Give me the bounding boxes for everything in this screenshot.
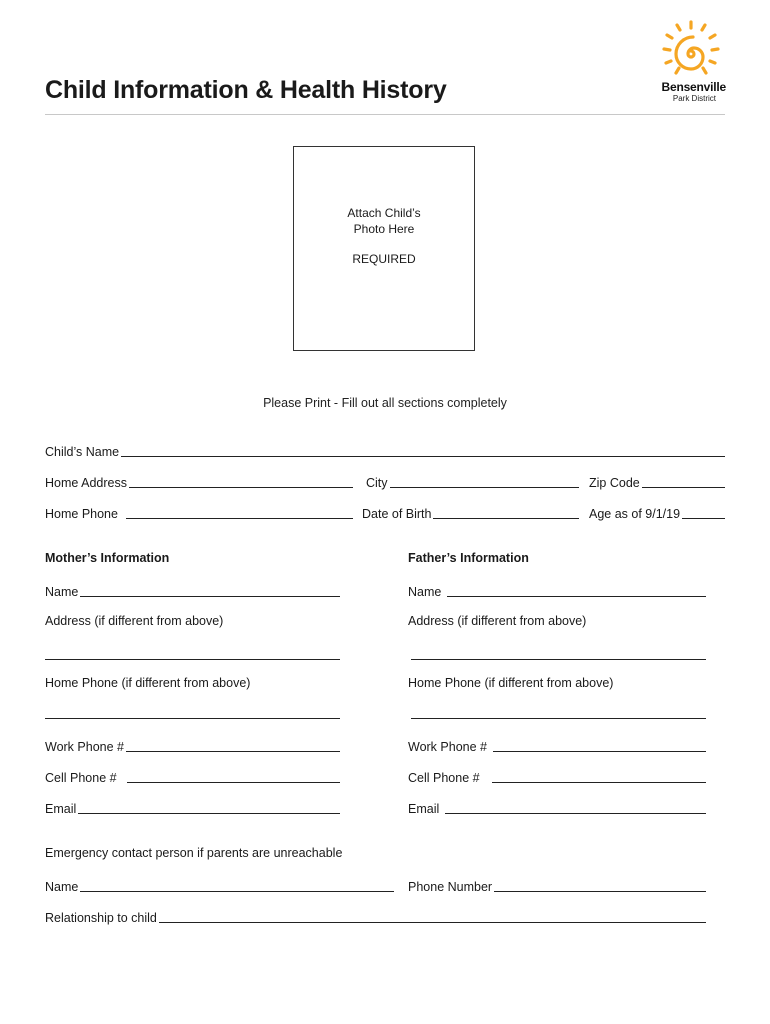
child-name-label: Child’s Name	[45, 445, 120, 459]
relationship-label: Relationship to child	[45, 911, 157, 925]
father-info-heading: Father’s Information	[408, 551, 529, 565]
father-address-label: Address (if different from above)	[408, 614, 587, 628]
relationship-field[interactable]	[45, 908, 706, 926]
mother-email-label: Email	[45, 802, 77, 816]
photo-box-label: Attach Child’s Photo Here	[347, 206, 421, 236]
father-email-field[interactable]	[408, 799, 706, 817]
city-field[interactable]	[366, 473, 579, 491]
age-label: Age as of 9/1/19	[589, 507, 681, 521]
emergency-phone-label: Phone Number	[408, 880, 493, 894]
home-address-field[interactable]	[45, 473, 353, 491]
age-field[interactable]	[589, 504, 725, 522]
mother-home-phone-label: Home Phone (if different from above)	[45, 676, 251, 690]
emergency-heading: Emergency contact person if parents are unreachable	[45, 846, 343, 860]
home-phone-label: Home Phone	[45, 507, 118, 521]
mother-name-label: Name	[45, 585, 79, 599]
photo-required-label: REQUIRED	[352, 252, 416, 266]
child-name-field[interactable]	[45, 442, 725, 460]
father-email-label: Email	[408, 802, 440, 816]
home-address-label: Home Address	[45, 476, 127, 490]
mother-work-phone-label: Work Phone #	[45, 740, 124, 754]
photo-box[interactable]	[293, 146, 475, 351]
father-work-phone-label: Work Phone #	[408, 740, 487, 754]
date-of-birth-label: Date of Birth	[362, 507, 432, 521]
mother-name-field[interactable]	[45, 582, 340, 600]
zip-code-field[interactable]	[589, 473, 725, 491]
logo-subtitle: Park District	[672, 94, 716, 103]
father-name-label: Name	[408, 585, 442, 599]
father-home-phone-line[interactable]	[411, 718, 706, 719]
city-label: City	[366, 476, 388, 490]
emergency-phone-field[interactable]	[408, 877, 706, 895]
father-work-phone-field[interactable]	[408, 737, 706, 755]
father-cell-phone-label: Cell Phone #	[408, 771, 480, 785]
father-name-field[interactable]	[408, 582, 706, 600]
mother-address-label: Address (if different from above)	[45, 614, 224, 628]
date-of-birth-field[interactable]	[362, 504, 579, 522]
father-cell-phone-field[interactable]	[408, 768, 706, 786]
mother-cell-phone-label: Cell Phone #	[45, 771, 117, 785]
mother-cell-phone-field[interactable]	[45, 768, 340, 786]
emergency-name-field[interactable]	[45, 877, 394, 895]
home-phone-field[interactable]	[45, 504, 353, 522]
father-address-line[interactable]	[411, 659, 706, 660]
instructions: Please Print - Fill out all sections completely	[263, 396, 507, 410]
logo-name: Bensenville	[661, 80, 726, 94]
mother-info-heading: Mother’s Information	[45, 551, 170, 565]
zip-code-label: Zip Code	[589, 476, 640, 490]
mother-address-line[interactable]	[45, 659, 340, 660]
page-title: Child Information & Health History	[45, 76, 447, 104]
father-home-phone-label: Home Phone (if different from above)	[408, 676, 614, 690]
mother-email-field[interactable]	[45, 799, 340, 817]
mother-work-phone-field[interactable]	[45, 737, 340, 755]
header-divider	[45, 114, 725, 115]
mother-home-phone-line[interactable]	[45, 718, 340, 719]
emergency-name-label: Name	[45, 880, 79, 894]
